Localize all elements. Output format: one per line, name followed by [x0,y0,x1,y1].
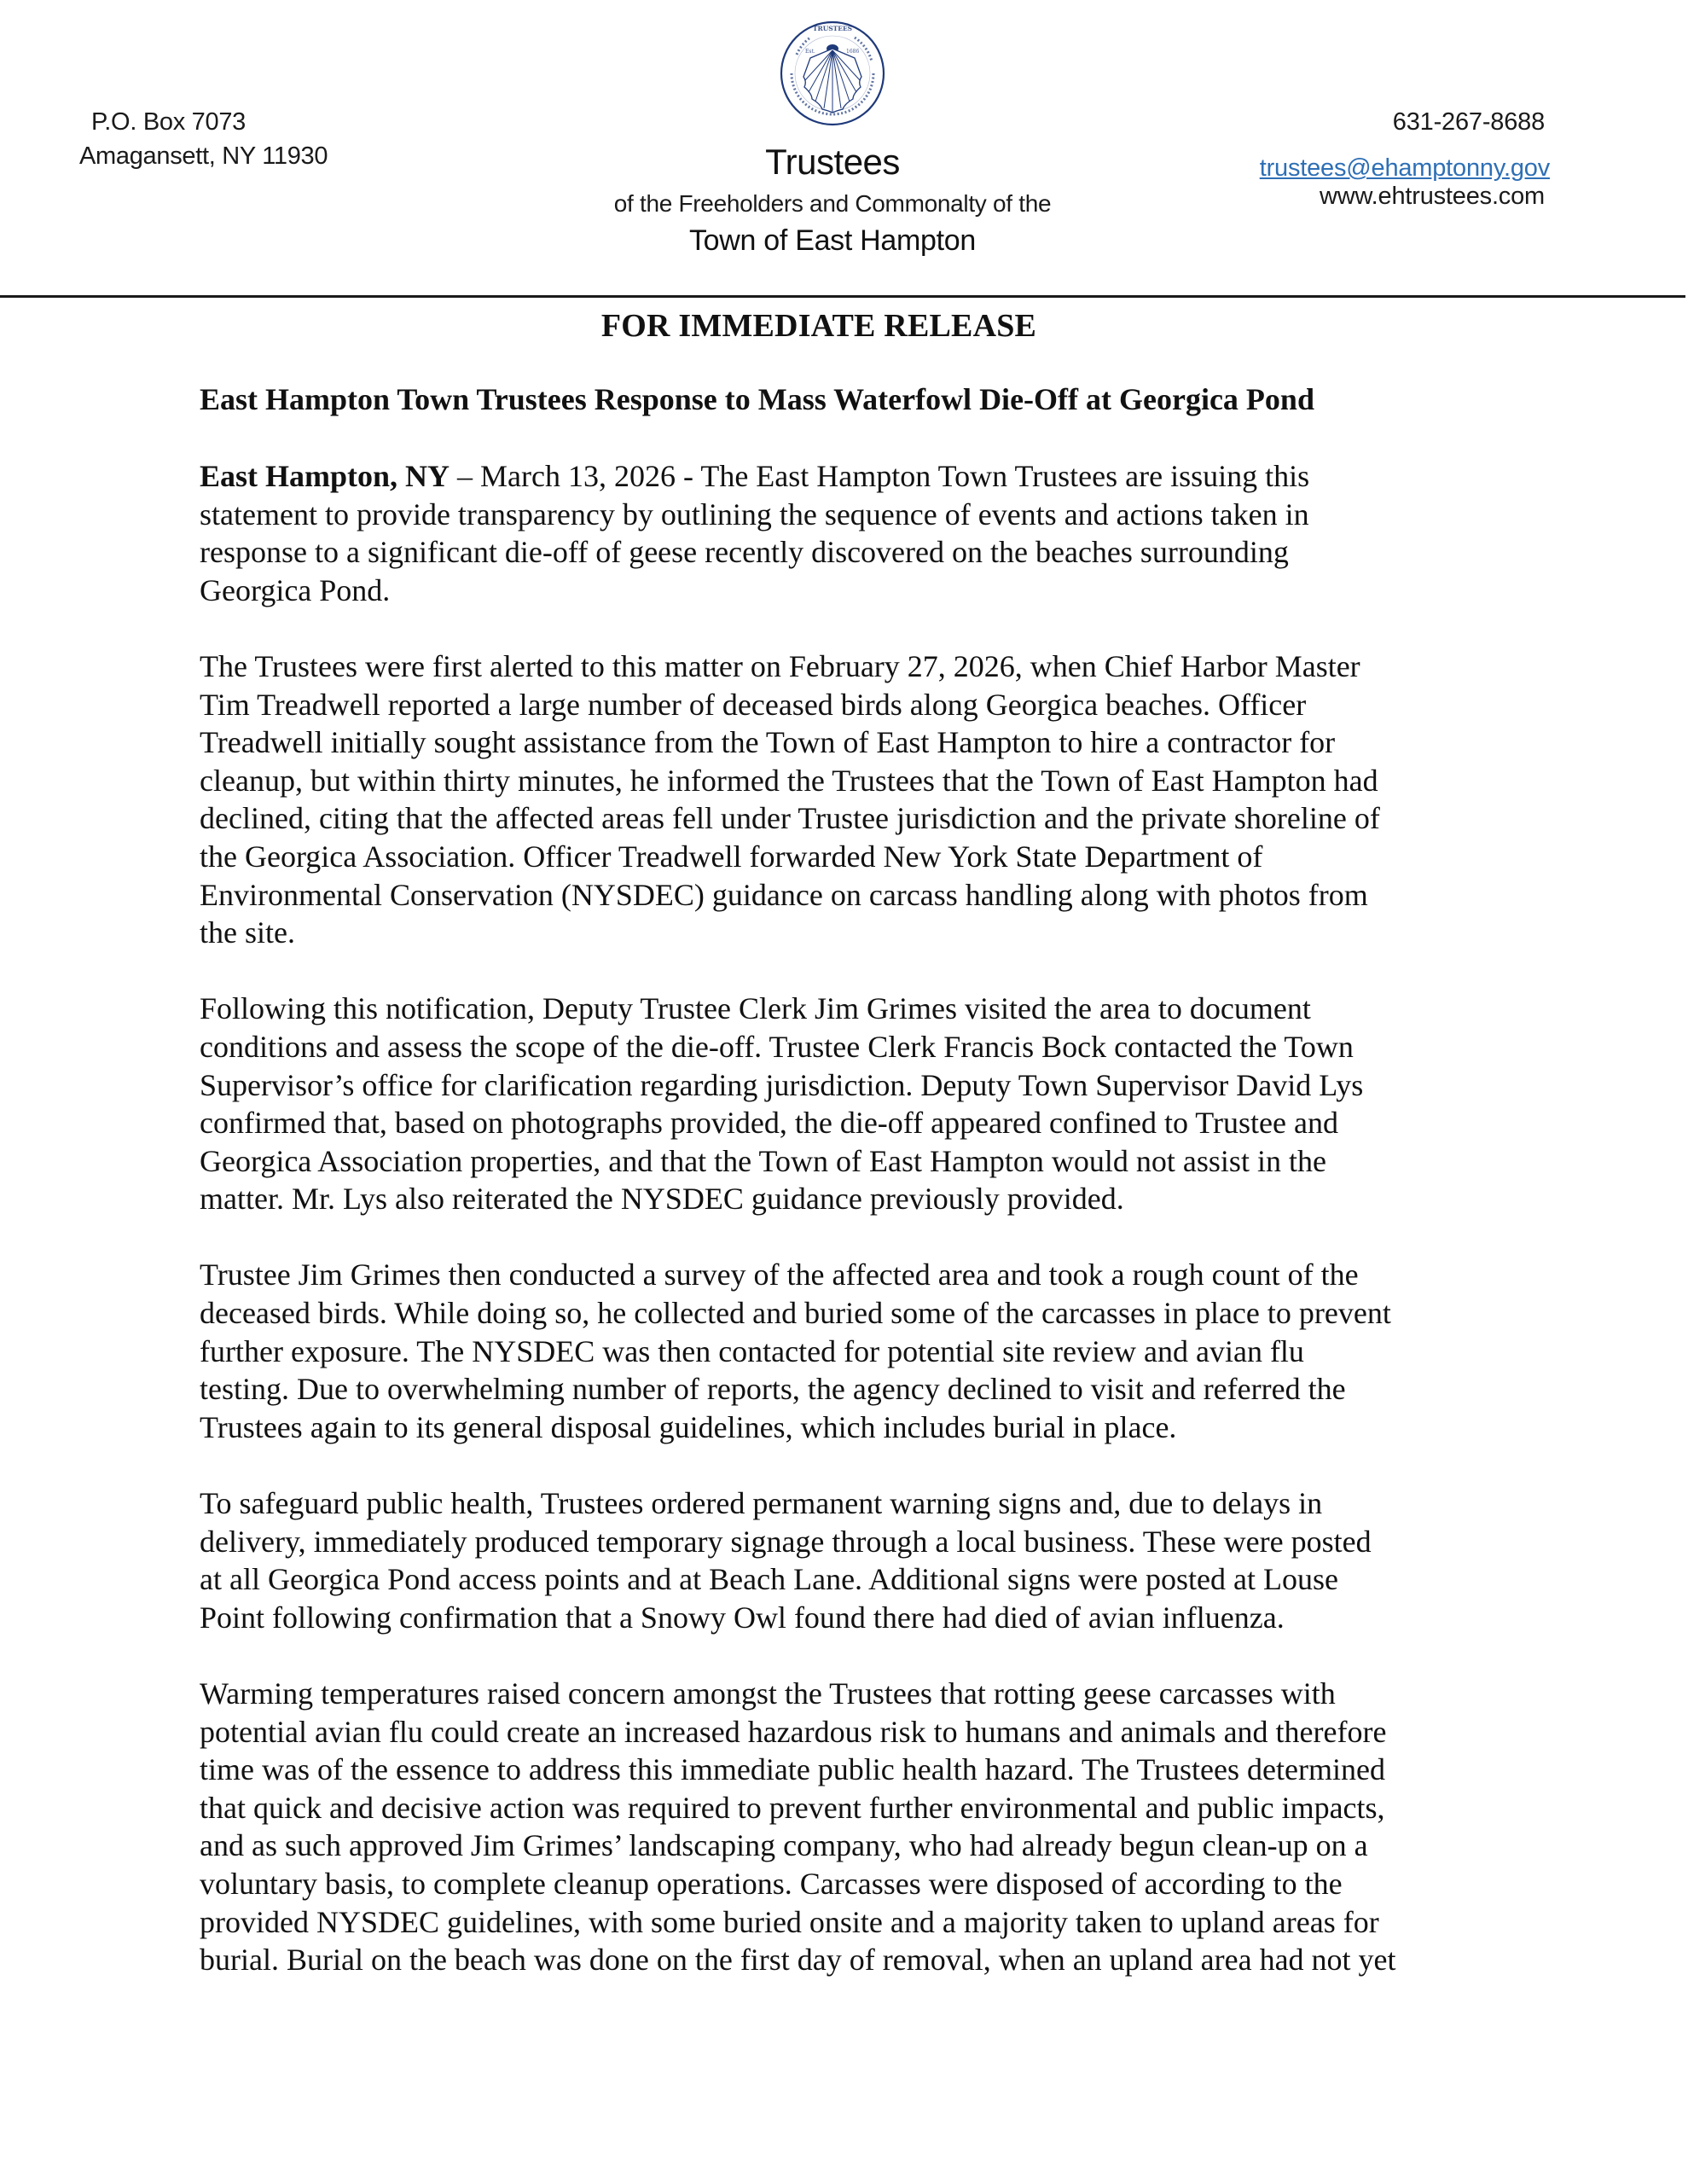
address-city: Amagansett, NY 11930 [79,142,328,170]
address-po-box: P.O. Box 7073 [91,108,246,136]
release-headline: East Hampton Town Trustees Response to Mass Waterfowl Die-Off at Georgica Pond [200,382,1314,416]
paragraph-intro [200,457,1496,609]
paragraph-line: burial. Burial on the beach was done on the first day of removal, when an upland area had not yet [200,1943,1396,1978]
svg-text:Est.: Est. [805,49,815,55]
letterhead-divider [0,295,1685,298]
paragraph-line: cleanup, but within thirty minutes, he informed the Trustees that the Town of East Hampton had [200,763,1378,798]
paragraph-line: - The East Hampton Town Trustees are issuing this [676,459,1310,493]
paragraph-line: Trustees again to its general disposal guidelines, which includes burial in place. [200,1409,1177,1444]
release-label: FOR IMMEDIATE RELEASE [600,308,1037,344]
paragraph-line: response to a significant die-off of geese recently discovered on the beaches surrounding [200,535,1289,570]
paragraph-line: Following this notification, Deputy Trustee Clerk Jim Grimes visited the area to document [200,991,1311,1026]
paragraph-line: Treadwell initially sought assistance from the Town of East Hampton to hire a contractor for [200,725,1336,760]
svg-text:1686: 1686 [846,49,860,55]
paragraph-line: Environmental Conservation (NYSDEC) guidance on carcass handling along with photos from [200,877,1368,912]
dateline-place: East Hampton, NY [200,459,450,493]
paragraph-line: further exposure. The NYSDEC was then contacted for potential site review and avian flu [200,1333,1304,1368]
contact-email-row [1260,154,1550,183]
paragraph-signage [200,1484,1496,1636]
paragraph-notification [200,990,1496,1218]
contact-email-link[interactable]: trustees@ehamptonny.gov [1259,154,1550,182]
paragraph-line: the site. [200,915,295,950]
paragraph-line: Warming temperatures raised concern amongst the Trustees that rotting geese carcasses with [200,1676,1336,1711]
dateline-line [200,457,1496,496]
paragraph-line: at all Georgica Pond access points and at Beach Lane. Additional signs were posted at Louse [200,1562,1338,1597]
paragraph-line: statement to provide transparency by outlining the sequence of events and actions taken in [200,497,1309,531]
paragraph-line: Trustee Jim Grimes then conducted a survey of the affected area and took a rough count of the [200,1258,1359,1292]
paragraph-cleanup [200,1675,1496,1979]
paragraph-line: declined, citing that the affected areas fell under Trustee jurisdiction and the private shoreline of [200,801,1380,836]
paragraph-line: potential avian flu could create an increased hazardous risk to humans and animals and therefore [200,1714,1387,1749]
paragraph-line: Point following confirmation that a Snowy Owl found there had died of avian influenza. [200,1600,1285,1635]
paragraph-line: delivery, immediately produced temporary signage through a local business. These were posted [200,1524,1372,1559]
dateline-date: March 13, 2026 [480,459,676,493]
paragraph-line: the Georgica Association. Officer Treadwell forwarded New York State Department of [200,839,1263,874]
svg-text:TRUSTEES: TRUSTEES [812,25,853,32]
paragraph-line: Supervisor’s office for clarification regarding jurisdiction. Deputy Town Supervisor David Lys [200,1067,1364,1102]
paragraph-line: The Trustees were first alerted to this matter on February 27, 2026, when Chief Harbor Master [200,648,1360,683]
paragraph-line: Georgica Pond. [200,572,391,607]
paragraph-line: Tim Treadwell reported a large number of deceased birds along Georgica beaches. Officer [200,687,1307,722]
paragraph-line: deceased birds. While doing so, he collected and buried some of the carcasses in place to prevent [200,1296,1391,1331]
org-subtitle: of the Freeholders and Commonalty of the [613,190,1052,217]
paragraph-line: Georgica Association properties, and that the Town of East Hampton would not assist in the [200,1143,1326,1178]
org-title: Trustees [765,142,900,182]
paragraph-line: voluntary basis, to complete cleanup operations. Carcasses were disposed of according to the [200,1866,1343,1901]
paragraph-line: provided NYSDEC guidelines, with some buried onsite and a majority taken to upland areas for [200,1904,1379,1939]
paragraph-line: matter. Mr. Lys also reiterated the NYSDEC guidance previously provided. [200,1182,1124,1217]
paragraph-line: conditions and assess the scope of the die-off. Trustee Clerk Francis Bock contacted the Town [200,1029,1354,1064]
contact-website: www.ehtrustees.com [1320,183,1545,210]
release-body [200,457,1496,2017]
scallop-shell-seal-icon [780,20,885,126]
paragraph-survey [200,1256,1496,1446]
paragraph-line: To safeguard public health, Trustees ordered permanent warning signs and, due to delays in [200,1486,1323,1521]
paragraph-line: testing. Due to overwhelming number of reports, the agency declined to visit and referred the [200,1372,1346,1407]
paragraph-line: confirmed that, based on photographs provided, the die-off appeared confined to Trustee and [200,1106,1338,1141]
dateline-separator: – [450,459,481,493]
paragraph-line: and as such approved Jim Grimes’ landscaping company, who had already begun clean-up on a [200,1828,1368,1863]
paragraph-line: time was of the essence to address this immediate public health hazard. The Trustees determined [200,1752,1385,1787]
contact-phone: 631-267-8688 [1392,108,1545,136]
org-town: Town of East Hampton [688,224,977,257]
paragraph-alert [200,648,1496,952]
paragraph-line: that quick and decisive action was required to prevent further environmental and public impacts, [200,1790,1385,1825]
